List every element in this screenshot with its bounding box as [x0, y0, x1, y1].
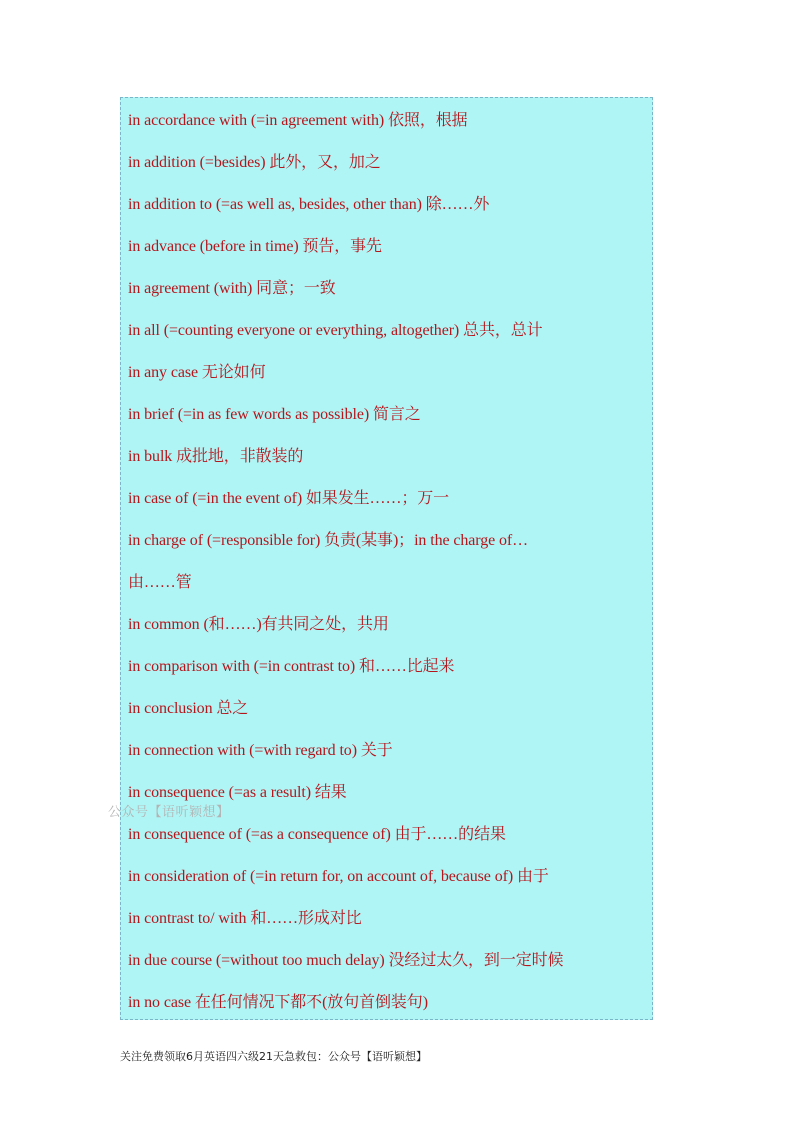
- phrase-entry: in any case 无论如何: [128, 364, 266, 381]
- phrase-entry: in connection with (=with regard to) 关于: [128, 742, 393, 759]
- phrase-entry: in charge of (=responsible for) 负责(某事)；in the charge of…: [128, 532, 529, 549]
- phrase-entry: in brief (=in as few words as possible) 简言之: [128, 406, 421, 423]
- phrase-entry: in contrast to/ with 和……形成对比: [128, 910, 362, 927]
- phrase-entry: in accordance with (=in agreement with) 依照，根据: [128, 112, 468, 129]
- phrase-entry: in consequence (=as a result) 结果: [128, 784, 347, 801]
- phrase-entry: in case of (=in the event of) 如果发生……；万一: [128, 490, 450, 507]
- phrase-entry: in comparison with (=in contrast to) 和……比起来: [128, 658, 455, 675]
- phrase-entry: in bulk 成批地，非散装的: [128, 448, 304, 465]
- phrase-entry: in consideration of (=in return for, on account of, because of) 由于: [128, 868, 549, 885]
- phrase-entry: in conclusion 总之: [128, 700, 249, 717]
- phrase-entry: in all (=counting everyone or everything, altogether) 总共，总计: [128, 322, 543, 339]
- phrase-entry: in consequence of (=as a consequence of) 由于……的结果: [128, 826, 506, 843]
- phrase-entry: in addition to (=as well as, besides, other than) 除……外: [128, 196, 490, 213]
- phrase-entry: in common (和……)有共同之处，共用: [128, 616, 389, 633]
- phrase-list: [128, 108, 648, 1032]
- phrase-entry: in addition (=besides) 此外，又，加之: [128, 154, 381, 171]
- phrase-entry-continuation: 由……管: [128, 574, 192, 591]
- phrase-entry: in due course (=without too much delay) 没经过太久，到一定时候: [128, 952, 564, 969]
- phrase-entry: in advance (before in time) 预告，事先: [128, 238, 382, 255]
- phrase-list-box: [120, 97, 653, 1020]
- footer-note: 关注免费领取6月英语四六级21天急救包：公众号【语听颖想】: [120, 1050, 427, 1063]
- phrase-entry: in agreement (with) 同意；一致: [128, 280, 336, 297]
- watermark-text: 公众号【语听颖想】: [108, 805, 230, 820]
- phrase-entry: in no case 在任何情况下都不(放句首倒装句): [128, 994, 428, 1011]
